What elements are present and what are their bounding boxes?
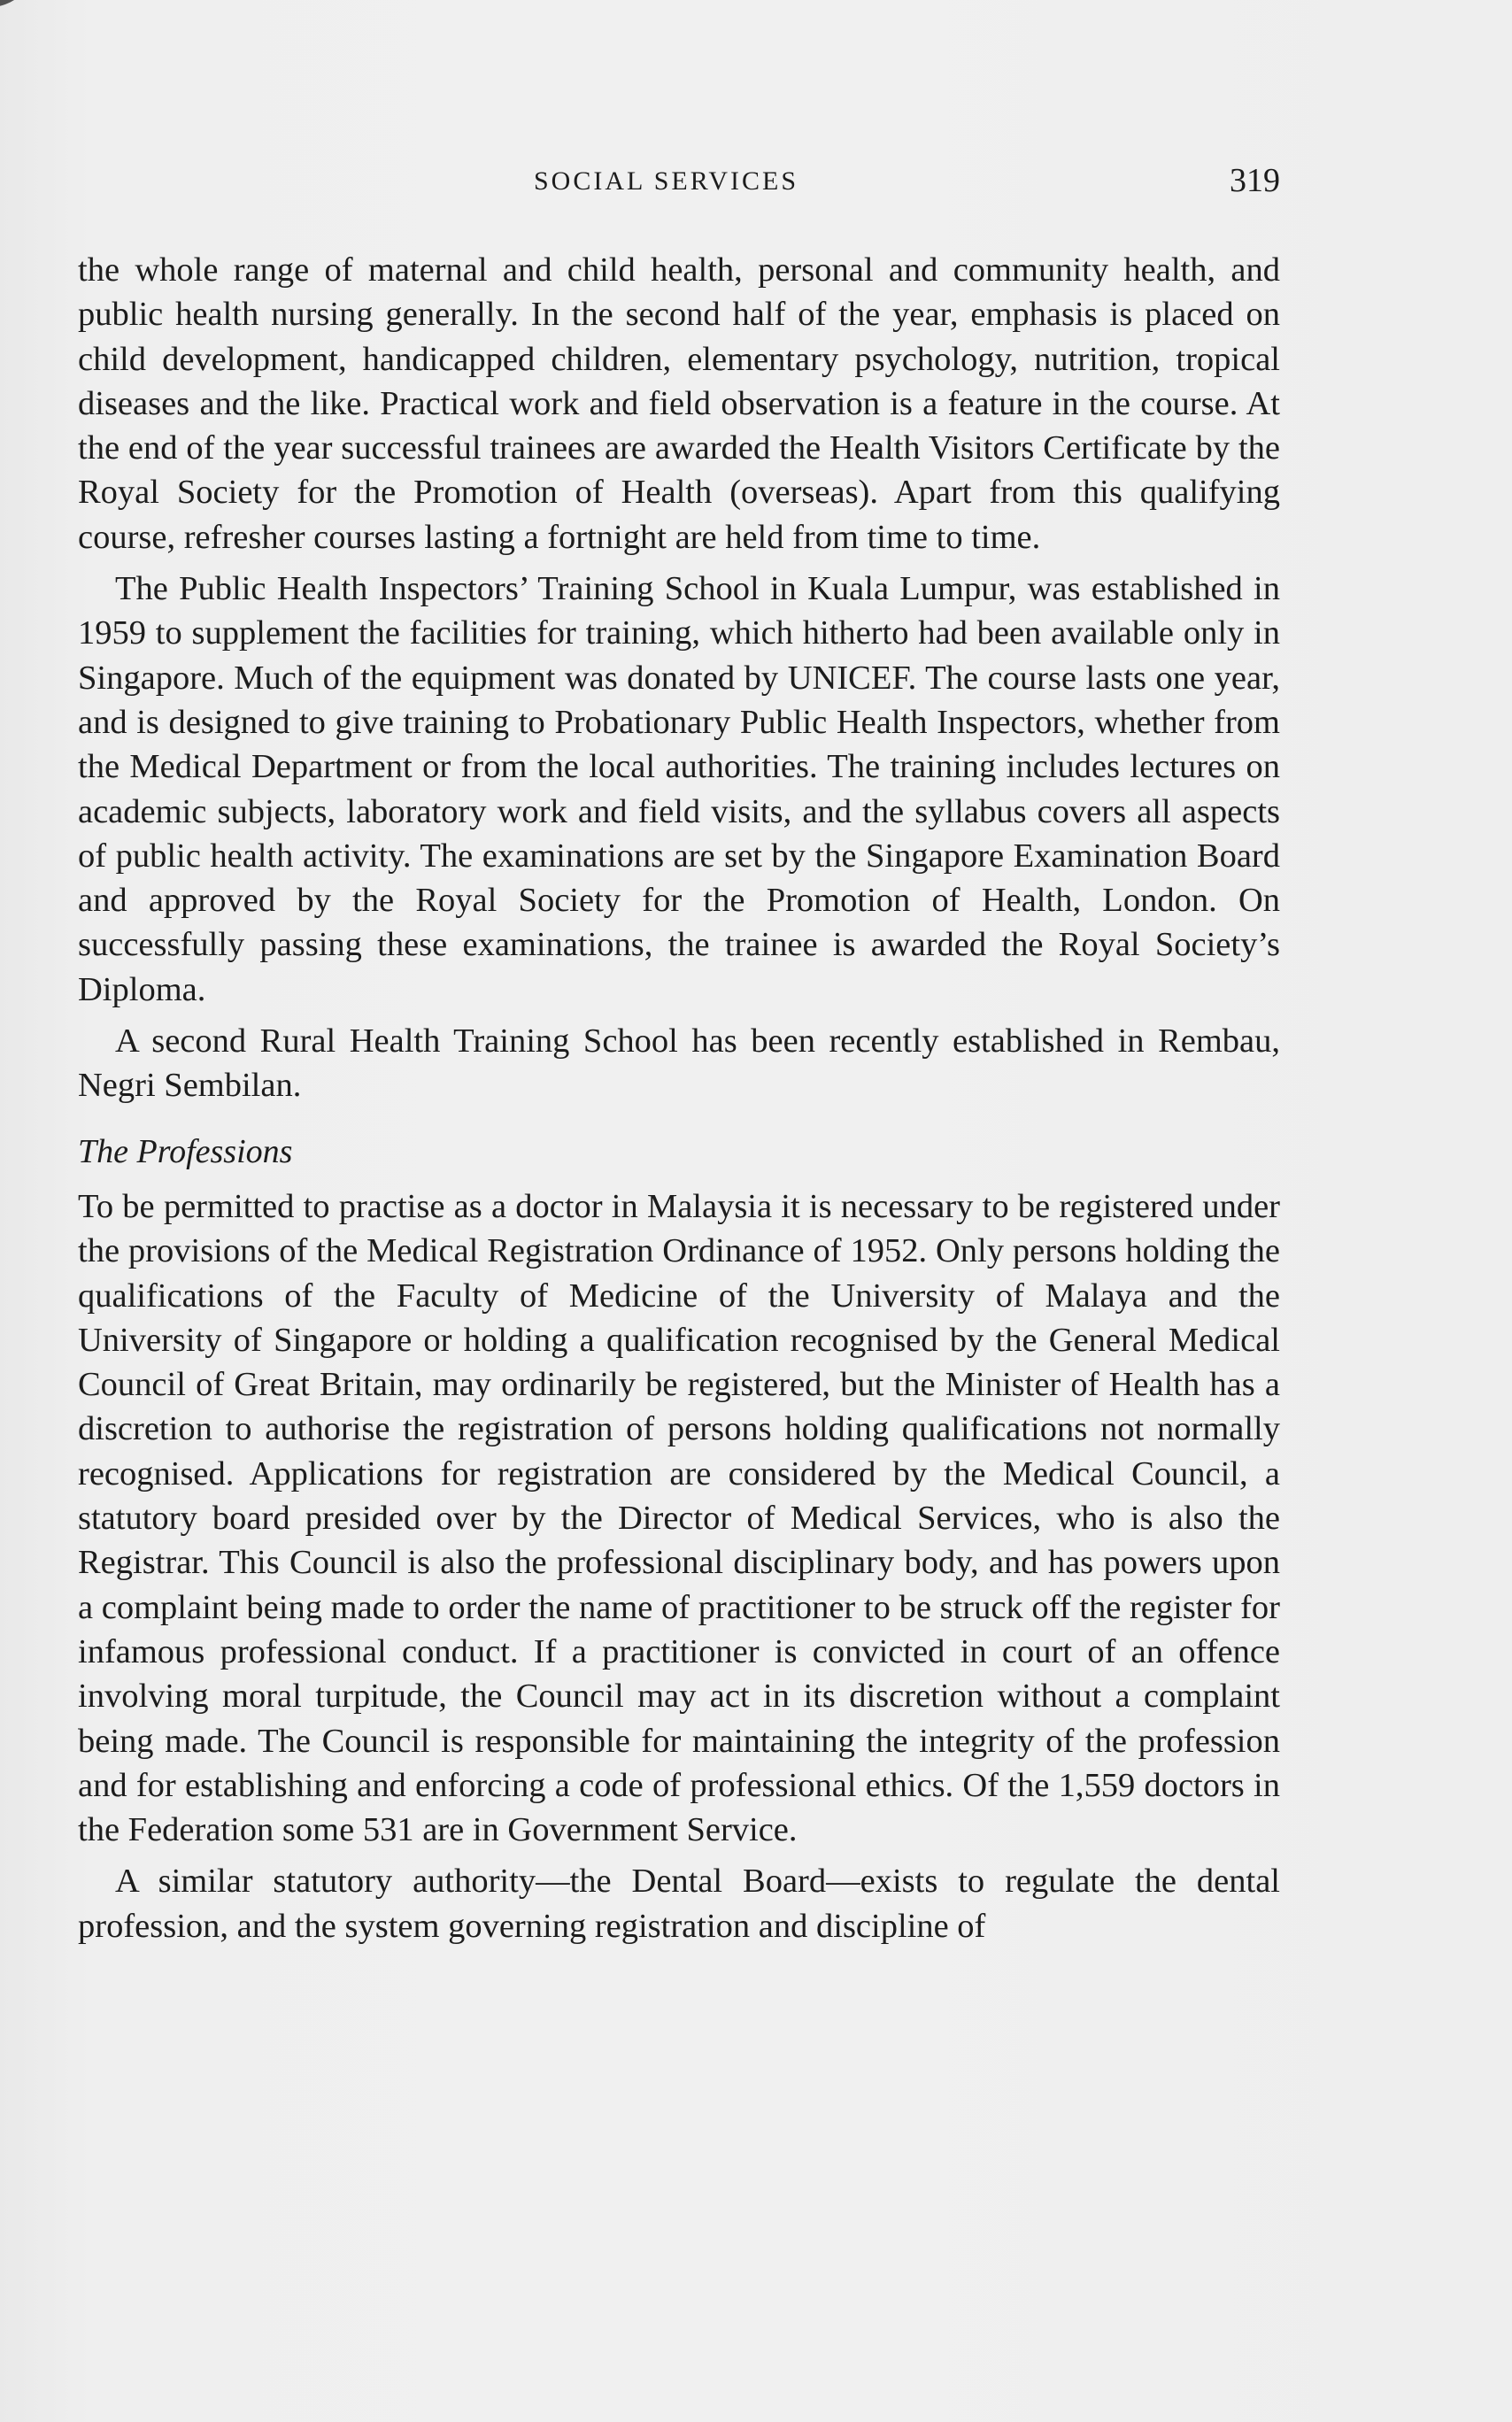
page-body: [78, 248, 1280, 1955]
paragraph-rural-health-school: A second Rural Health Training School has been recently established in Rembau, Negri Sembilan.: [78, 1022, 1280, 1105]
page-corner-shadow: [0, 0, 30, 13]
paragraph-health-visitors-course: the whole range of maternal and child health, personal and community health, and public health nursing generally. In the second half of the year, emphasis is placed on child development, handicapped children, elementary psychology, nutrition, tropical diseases and the like. Practical work and field observation is a feature in the course. At the end of the year successful trainees are awarded the Health Visitors Certificate by the Royal Society for the Promotion of Health (overseas). Apart from this qualifying course, refresher courses lasting a fortnight are held from time to time.: [78, 251, 1280, 556]
page-number: 319: [1230, 162, 1280, 199]
section-heading-professions: The Professions: [78, 1132, 293, 1170]
paragraph-public-health-inspectors-school: The Public Health Inspectors’ Training School in Kuala Lumpur, was established in 1959 to supplement the facilities for training, which hitherto had been available only in Singapore. Much of the equipment was donated by UNICEF. The course lasts one year, and is designed to give training to Probationary Public Health Inspectors, whether from the Medical Department or from the local authorities. The training includes lectures on academic subjects, laboratory work and field visits, and the syllabus covers all aspects of public health activity. The examinations are set by the Singapore Examination Board and approved by the Royal Society for the Promotion of Health, London. On successfully passing these examinations, the trainee is awarded the Royal Society’s Diploma.: [78, 570, 1280, 1008]
paragraph-medical-registration: To be permitted to practise as a doctor in Malaysia it is necessary to be registered under the provisions of the Medical Registration Ordinance of 1952. Only persons holding the qualifications of the Faculty of Medicine of the University of Malaya and the University of Singapore or holding a qualification recognised by the General Medical Council of Great Britain, may ordinarily be registered, but the Minister of Health has a discretion to authorise the registration of persons holding qualifications not normally recognised. Applications for registration are considered by the Medical Council, a statutory board presided over by the Director of Medical Services, who is also the Registrar. This Council is also the professional disciplinary body, and has powers upon a complaint being made to order the name of practitioner to be struck off the register for infamous professional conduct. If a practitioner is convicted in court of an offence involving moral turpitude, the Council may act in its discretion without a complaint being made. The Council is responsible for maintaining the integrity of the profession and for establishing and enforcing a code of professional ethics. Of the 1,559 doctors in the Federation some 531 are in Government Service.: [78, 1187, 1280, 1849]
paragraph-dental-board: A similar statutory authority—the Dental Board—exists to regulate the dental profession, and the system governing registration and discipline of: [78, 1863, 1280, 1945]
running-head-title: SOCIAL SERVICES: [534, 166, 799, 196]
running-head: [0, 162, 1512, 202]
